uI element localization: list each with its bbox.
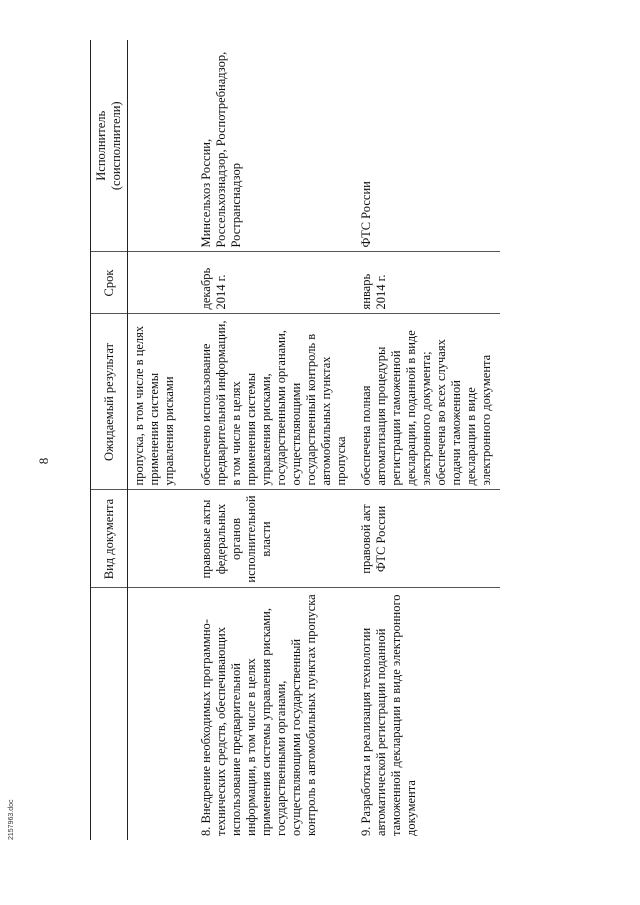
row-measure: 8. Внедрение необходимых программно-технических средств, обеспечивающих использование предварительной информации, в том числе в целях применения системы управления рисками, государственными органами, осуществляющими государственный контроль в автомобильных пунктах пропуска xyxy=(199,594,318,836)
header-executor-line2: (соисполнители) xyxy=(109,101,123,191)
row-term: декабрь 2014 г. xyxy=(195,252,355,314)
table-row-continuation xyxy=(128,40,196,840)
header-measure xyxy=(91,588,128,840)
table-row xyxy=(195,40,355,840)
measures-table xyxy=(90,40,500,840)
row-executor: Минсельхоз России, Россельхознадзор, Роспотребнадзор, Ространснадзор xyxy=(195,40,355,252)
page-number: 8 xyxy=(36,457,51,465)
header-result: Ожидаемый результат xyxy=(91,314,128,490)
continuation-result: пропуска, в том числе в целях применения системы управления рисками xyxy=(128,314,196,490)
row-executor: ФТС России xyxy=(355,40,500,252)
table-header-row xyxy=(91,40,128,840)
header-doc-type: Вид документа xyxy=(91,490,128,588)
header-executor-line1: Исполнитель xyxy=(94,110,108,181)
row-result: обеспечена полная автоматизация процедуры регистрации таможенной декларации, поданной в виде электронного документа; обеспечена во всех случаях подачи таможенной декларации в виде электронного документа xyxy=(355,314,500,490)
footer-file-code: 2157963.doc xyxy=(8,799,15,840)
row-doc-type: правовой акт ФТС России xyxy=(355,490,500,588)
row-result: обеспечено использование предварительной информации, в том числе в целях применения системы управления рисками, государственными органами, осуществляющими государственный контроль в автомобильных пунктах пропуска xyxy=(195,314,355,490)
row-term: январь 2014 г. xyxy=(355,252,500,314)
row-doc-type: правовые акты федеральных органов исполнительной власти xyxy=(195,490,355,588)
header-term: Срок xyxy=(91,252,128,314)
table-row xyxy=(355,40,500,840)
header-executor xyxy=(91,40,128,252)
document-sheet xyxy=(90,40,502,840)
row-measure: 9. Разработка и реализация технологии автоматической регистрации поданной таможенной декларации в виде электронного документа xyxy=(359,594,418,836)
